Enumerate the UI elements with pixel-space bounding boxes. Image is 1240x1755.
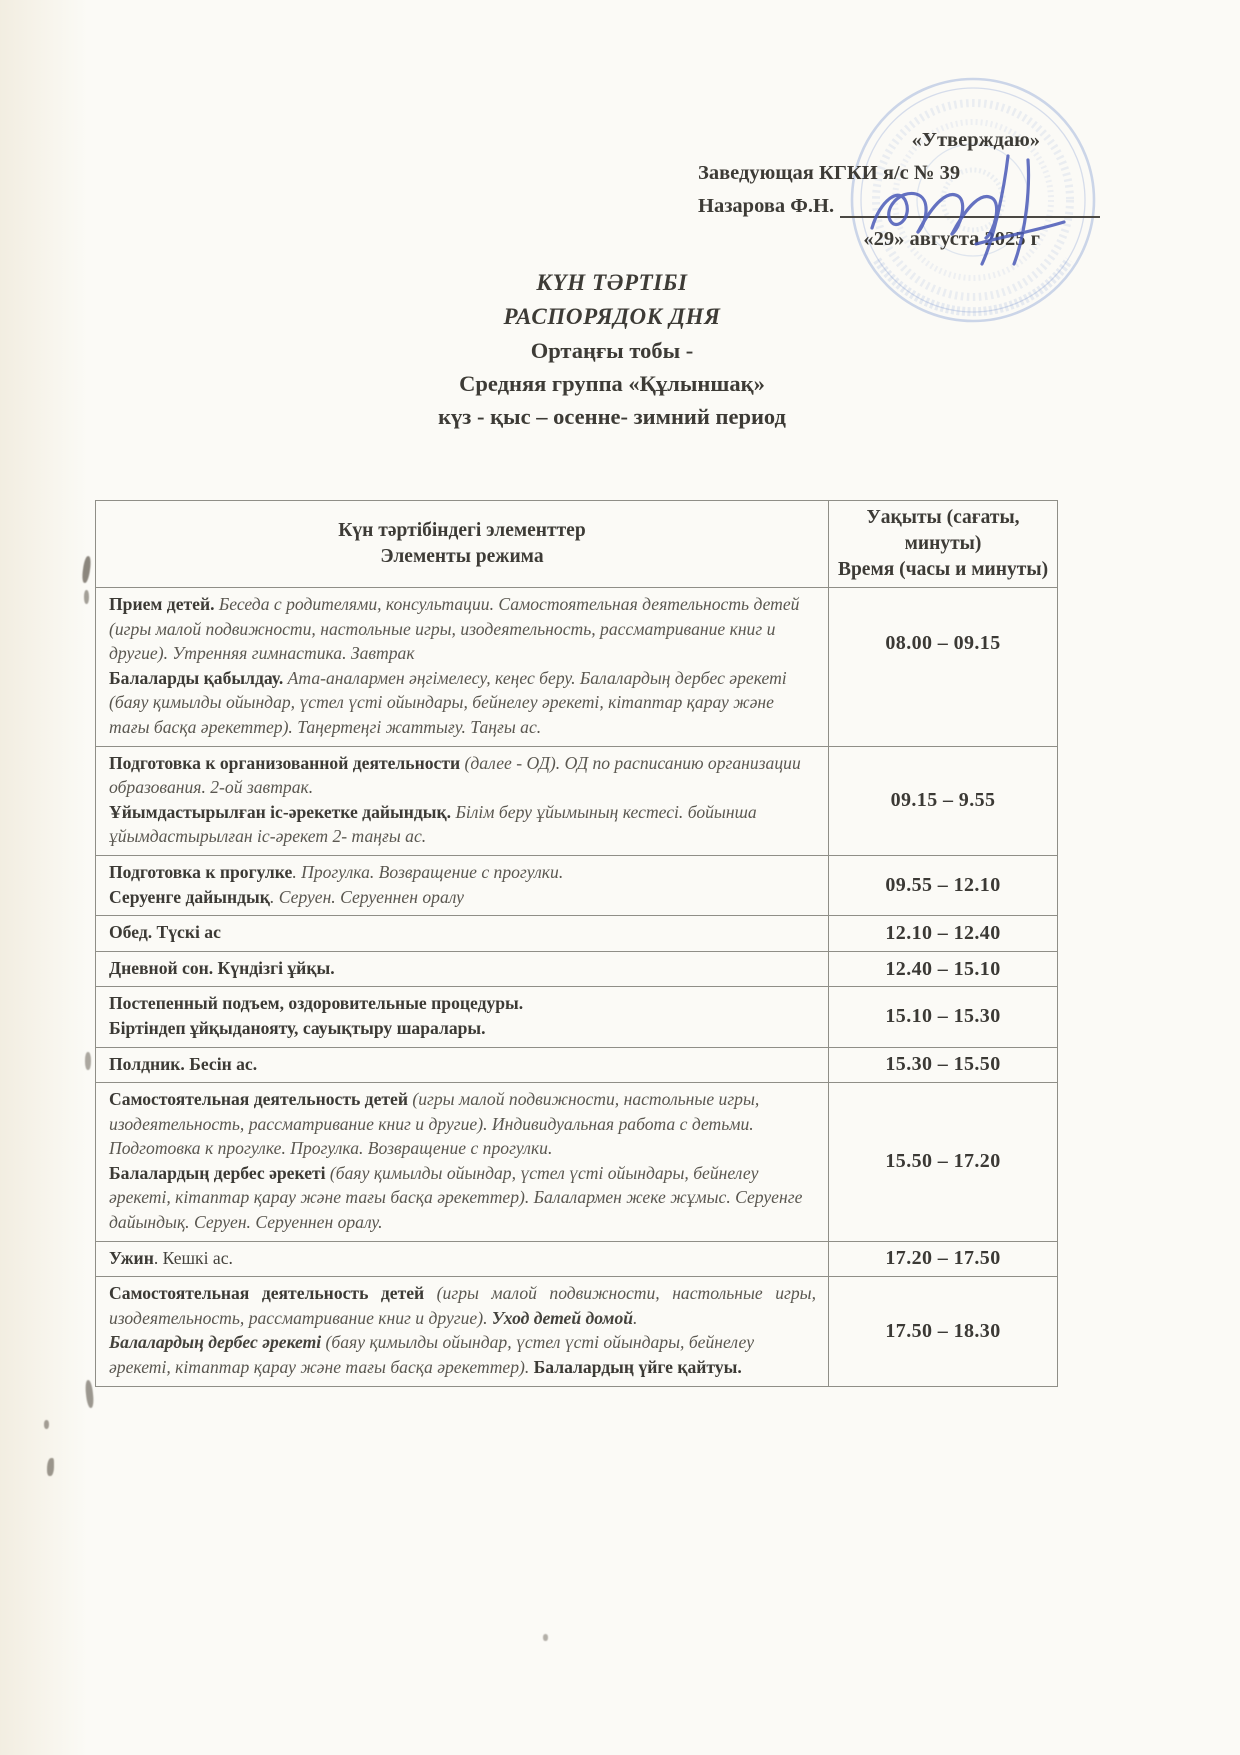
time-cell: 12.10 – 12.40 [829,916,1058,952]
paper-left-edge-shading [0,0,88,1755]
signature-underline [840,216,1100,218]
text-segment: Біртіндеп ұйқыданояту, сауықтыру шаралары. [109,1017,486,1038]
title-kazakh: КҮН ТӘРТІБІ [536,270,688,295]
text-segment: Балалардың дербес әрекеті [109,1162,326,1183]
activity-cell [96,987,829,1047]
activity-paragraph [109,1016,816,1041]
text-segment: . [633,1307,638,1328]
scan-artifact [543,1634,548,1641]
table-row [96,1047,1058,1083]
text-segment: Балалардың үйге қайтуы. [533,1357,742,1378]
table-row [96,1277,1058,1386]
text-segment: Самостоятельная деятельность детей [109,1283,425,1304]
activity-cell [96,855,829,915]
text-segment: Ұйымдастырылған іс-әрекетке дайындық. [109,801,452,822]
text-segment: Ужин [109,1247,154,1268]
time-cell: 09.15 – 9.55 [829,746,1058,855]
activity-column-header [96,501,829,588]
text-segment: Ата-аналармен әңгімелесу, кеңес беру. Балалардың дербес әрекеті (баяу қимылды ойындар, үстел үсті ойындары, бейнелеу әрекеті, кітаптар қарау және тағы басқа әрекеттер). Таңертеңгі жаттығу. Таңғы ас. [109,667,787,737]
scan-artifact [84,590,89,604]
table-header-row [96,501,1058,588]
activity-header-ru: Элементы режима [380,546,544,567]
season-period-line: күз - қыс – осенне- зимний период [438,404,786,429]
approver-name: Назарова Ф.Н. [698,195,835,217]
group-name-kazakh: Ортаңғы тобы - [530,338,694,363]
time-column-header [829,501,1058,588]
scan-artifact [85,1052,91,1070]
approval-position-line: Заведующая КГКИ я/с № 39 [698,162,961,184]
activity-cell [96,1241,829,1277]
activity-cell [96,951,829,987]
text-segment: (игры малой подвижности, настольные игры, изодеятельность, рассматривание книг и другие). [109,1283,816,1328]
text-segment: Полдник. Бесін ас. [109,1053,258,1074]
table-row [96,951,1058,987]
table-row [96,1083,1058,1242]
table-row [96,855,1058,915]
time-header-ru: Время (часы и минуты) [837,559,1049,580]
time-cell: 17.20 – 17.50 [829,1241,1058,1277]
text-segment: Балалардың дербес әрекеті [109,1332,322,1353]
text-segment: Прием детей. [109,594,215,614]
time-cell: 09.55 – 12.10 [829,855,1058,915]
activity-paragraph [109,1087,816,1161]
title-russian: РАСПОРЯДОК ДНЯ [503,304,721,329]
text-segment: Самостоятельная деятельность детей [109,1089,408,1110]
document-title-block [0,266,1224,433]
activity-paragraph [109,860,816,885]
text-segment: Балаларды қабылдау. [109,667,284,688]
activity-paragraph [109,920,816,945]
activity-paragraph [109,592,816,666]
scan-artifact [47,1458,54,1476]
activity-paragraph [109,666,816,740]
text-segment: Дневной сон. Күндізгі ұйқы. [109,957,335,978]
activity-paragraph [109,1330,816,1379]
activity-cell [96,1083,829,1242]
text-segment: Обед. Түскі ас [109,922,221,943]
activity-cell [96,588,829,747]
text-segment: . Серуен. Серуеннен оралу [269,886,464,907]
table-row [96,987,1058,1047]
activity-cell [96,1277,829,1386]
text-segment: Подготовка к прогулке [109,861,293,882]
activity-cell [96,916,829,952]
text-segment: Подготовка к организованной деятельности [109,752,461,773]
text-segment: (баяу қимылды ойындар, үстел үсті ойындары, бейнелеу әрекеті, кітаптар қарау және тағы басқа әрекеттер). [109,1332,755,1378]
text-segment: (игры малой подвижности, настольные игры, изодеятельность, рассматривание книг и другие). Индивидуальная работа с детьми. Подготовка к прогулке. Прогулка. Возвращение с прогулки. [109,1089,760,1159]
approval-name-line [698,190,1100,223]
text-segment: (баяу қимылды ойындар, үстел үсті ойындары, бейнелеу әрекеті, кітаптар қарау және тағы басқа әрекеттер). Балалармен жеке жұмыс. Серуенге дайындық. Серуен. Серуеннен оралу. [109,1162,803,1233]
activity-paragraph [109,885,816,910]
text-segment: Білім беру ұйымының кестесі. бойынша ұйымдастырылған іс-әрекет 2- таңғы ас. [109,801,757,847]
table-row [96,746,1058,855]
text-segment: . Прогулка. Возвращение с прогулки. [292,861,564,882]
time-cell: 12.40 – 15.10 [829,951,1058,987]
activity-paragraph [109,1246,816,1271]
text-segment: . Кешкі ас. [153,1247,233,1268]
table-row [96,916,1058,952]
text-segment: Постепенный подъем, оздоровительные процедуры. [109,993,524,1014]
activity-cell [96,746,829,855]
activity-paragraph [109,956,816,981]
time-cell: 08.00 – 09.15 [829,588,1058,747]
table-row [96,1241,1058,1277]
schedule-table-body [96,588,1058,1387]
approval-block [698,124,1100,256]
activity-paragraph [109,1281,816,1330]
approval-word: «Утверждаю» [911,129,1040,151]
scan-artifact [44,1420,49,1429]
text-segment: Серуенге дайындық [109,886,270,907]
activity-paragraph [109,751,816,800]
time-cell: 17.50 – 18.30 [829,1277,1058,1386]
table-row [96,588,1058,747]
text-segment: (далее - ОД). ОД по расписанию организации образования. 2-ой завтрак. [109,752,801,798]
activity-cell [96,1047,829,1083]
text-segment: Беседа с родителями, консультации. Самостоятельная деятельность детей (игры малой подвижности, настольные игры, изодеятельность, рассматривание книг и другие). Утренняя гимнастика. Завтрак [109,594,800,664]
activity-paragraph [109,1052,816,1077]
schedule-table [95,500,1058,1387]
text-segment: Уход детей домой [491,1307,634,1328]
group-name-russian: Средняя группа «Құлыншақ» [459,371,765,396]
activity-paragraph [109,1161,816,1235]
activity-paragraph [109,991,816,1016]
activity-paragraph [109,800,816,849]
approval-date-line: «29» августа 2025 г [863,228,1040,250]
time-cell: 15.50 – 17.20 [829,1083,1058,1242]
time-cell: 15.30 – 15.50 [829,1047,1058,1083]
activity-header-kk: Күн тәртібіндегі элементтер [338,520,586,541]
time-header-kk: Уақыты (сағаты, минуты) [866,507,1020,554]
time-cell: 15.10 – 15.30 [829,987,1058,1047]
